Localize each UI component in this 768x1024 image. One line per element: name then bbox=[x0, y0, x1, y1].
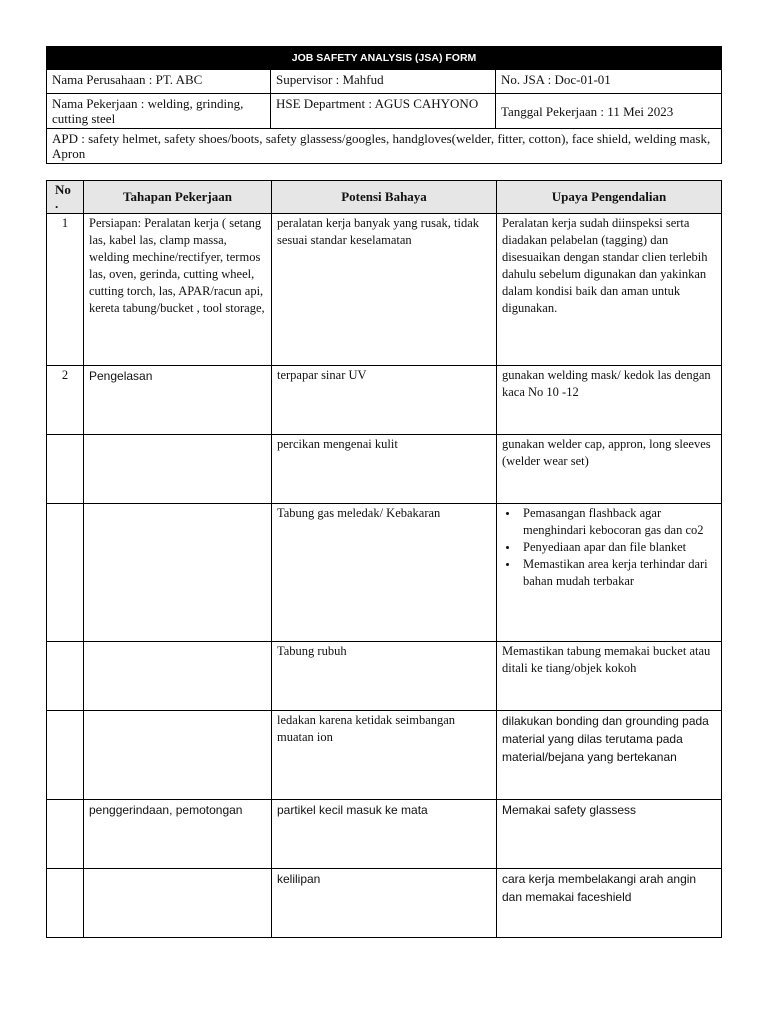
column-header-hazard: Potensi Bahaya bbox=[272, 181, 497, 214]
company-field: Nama Perusahaan : PT. ABC bbox=[47, 70, 271, 94]
table-row bbox=[47, 214, 722, 366]
hazard-cell: ledakan karena ketidak seimbangan muatan ion bbox=[272, 711, 497, 800]
table-row bbox=[47, 869, 722, 938]
control-cell: dilakukan bonding dan grounding pada material yang dilas terutama pada material/bejana yang bertekanan bbox=[497, 711, 722, 800]
table-row bbox=[47, 711, 722, 800]
column-header-control: Upaya Pengendalian bbox=[497, 181, 722, 214]
control-bullet-item: • Memastikan area kerja terhindar dari bahan mudah terbakar bbox=[519, 556, 716, 590]
column-header-no: No . bbox=[47, 181, 84, 214]
table-row bbox=[47, 366, 722, 435]
hazard-cell: Tabung gas meledak/ Kebakaran bbox=[272, 504, 497, 642]
table-row bbox=[47, 642, 722, 711]
row-number bbox=[47, 504, 84, 642]
apd-field: APD : safety helmet, safety shoes/boots, safety glassess/googles, handgloves(welder, fitter, cotton), face shield, welding mask, Apron bbox=[47, 129, 722, 164]
stage-cell: Persiapan: Peralatan kerja ( setang las, kabel las, clamp massa, welding mechine/rectifyer, termos las, oven, gerinda, cutting wheel, cutting torch, las, APAR/racun api, kereta tabung/bucket , tool storage, bbox=[84, 214, 272, 366]
stage-cell bbox=[84, 642, 272, 711]
row-number bbox=[47, 711, 84, 800]
stage-cell: Pengelasan bbox=[84, 366, 272, 435]
stage-cell bbox=[84, 869, 272, 938]
control-bullet-item: • Penyediaan apar dan file blanket bbox=[519, 539, 716, 556]
control-cell: Memakai safety glassess bbox=[497, 800, 722, 869]
table-row bbox=[47, 504, 722, 642]
table-row bbox=[47, 800, 722, 869]
job-name-field: Nama Pekerjaan : welding, grinding, cutting steel bbox=[47, 94, 271, 129]
stage-cell bbox=[84, 435, 272, 504]
stage-cell: penggerindaan, pemotongan bbox=[84, 800, 272, 869]
jsa-number-field: No. JSA : Doc-01-01 bbox=[496, 70, 722, 94]
row-number: 2 bbox=[47, 366, 84, 435]
control-cell: Memastikan tabung memakai bucket atau ditali ke tiang/objek kokoh bbox=[497, 642, 722, 711]
form-title: JOB SAFETY ANALYSIS (JSA) FORM bbox=[47, 47, 722, 70]
jsa-analysis-table bbox=[46, 180, 722, 938]
hazard-cell: percikan mengenai kulit bbox=[272, 435, 497, 504]
hse-department-field: HSE Department : AGUS CAHYONO bbox=[271, 94, 496, 129]
hazard-cell: kelilipan bbox=[272, 869, 497, 938]
job-date-field: Tanggal Pekerjaan : 11 Mei 2023 bbox=[496, 94, 722, 129]
row-number: 1 bbox=[47, 214, 84, 366]
row-number bbox=[47, 869, 84, 938]
row-number bbox=[47, 642, 84, 711]
table-row bbox=[47, 435, 722, 504]
table-header-row bbox=[47, 181, 722, 214]
row-number bbox=[47, 435, 84, 504]
column-header-stage: Tahapan Pekerjaan bbox=[84, 181, 272, 214]
control-bullet-list bbox=[499, 505, 716, 590]
stage-cell bbox=[84, 504, 272, 642]
control-cell: gunakan welder cap, appron, long sleeves (welder wear set) bbox=[497, 435, 722, 504]
stage-cell bbox=[84, 711, 272, 800]
control-bullet-item: • Pemasangan flashback agar menghindari kebocoran gas dan co2 bbox=[519, 505, 716, 539]
jsa-header-table bbox=[46, 46, 722, 164]
hazard-cell: partikel kecil masuk ke mata bbox=[272, 800, 497, 869]
hazard-cell: Tabung rubuh bbox=[272, 642, 497, 711]
control-cell: Peralatan kerja sudah diinspeksi serta diadakan pelabelan (tagging) dan disesuaikan dengan standar clien terlebih dahulu sebelum digunakan dan yakinkan dalam kondisi baik dan aman untuk digunakan. bbox=[497, 214, 722, 366]
control-cell bbox=[497, 504, 722, 642]
control-cell: gunakan welding mask/ kedok las dengan kaca No 10 -12 bbox=[497, 366, 722, 435]
control-cell: cara kerja membelakangi arah angin dan memakai faceshield bbox=[497, 869, 722, 938]
hazard-cell: peralatan kerja banyak yang rusak, tidak sesuai standar keselamatan bbox=[272, 214, 497, 366]
hazard-cell: terpapar sinar UV bbox=[272, 366, 497, 435]
supervisor-field: Supervisor : Mahfud bbox=[271, 70, 496, 94]
row-number bbox=[47, 800, 84, 869]
